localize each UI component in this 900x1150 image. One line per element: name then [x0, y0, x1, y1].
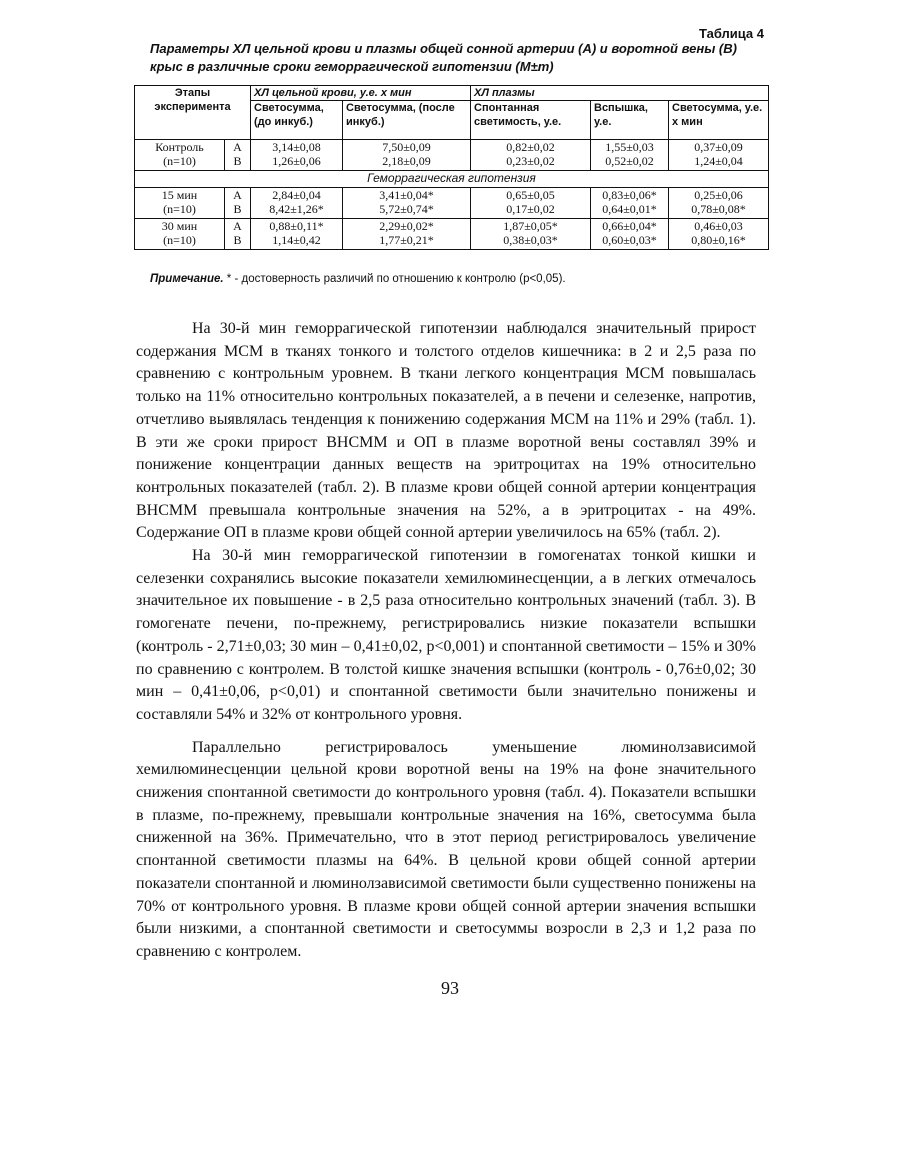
value-cell: 0,46±0,03 0,80±0,16* [669, 219, 769, 250]
header-group-blood: ХЛ цельной крови, у.е. х мин [251, 86, 471, 101]
stage-cell: 30 мин (n=10) [135, 219, 225, 250]
paragraph: На 30-й мин геморрагической гипотензии наблюдался значительный прирост содержания МСМ в тканях тонкого и толстого отделов кишечника: в 2 и 2,5 раза по сравнению с контрольным уровнем. В ткани легкого концентрация МСМ повышалась только на 11% относительно контрольных показателей, а в печени и селезенке, напротив, отчетливо выявлялась тенденция к понижению содержания МСМ на 11% и 29% (табл. 1). В эти же сроки прирост ВНСММ и ОП в плазме воротной вены составлял 39% и понижение концентрации данных веществ на эритроцитах на 19% относительно контрольных показателей (табл. 2). В плазме крови общей сонной артерии концентрация ВНСММ превышала контрольные значения на 52%, а в эритроцитах - на 49%. Содержание ОП в плазме крови общей сонной артерии увеличилось на 65% (табл. 2). [136, 320, 756, 542]
header-col2: Светосумма, (после инкуб.) [343, 101, 471, 140]
value-cell: 7,50±0,09 2,18±0,09 [343, 140, 471, 171]
value-cell: 1,55±0,03 0,52±0,02 [591, 140, 669, 171]
note-label: Примечание. [150, 273, 224, 285]
header-stages: Этапы эксперимента [135, 86, 251, 140]
vessel-cell: А В [225, 219, 251, 250]
paragraph: Параллельно регистрировалось уменьшение люминолзависимой хемилюминесценции цельной крови воротной вены на 19% на фоне значительного снижения спонтанной светимости до контрольного уровня (табл. 4). Показатели вспышки в плазме, по-прежнему, превышали контрольные значения на 16%, светосумма была сниженной на 36%. Примечательно, что в этот период регистрировалось увеличение спонтанной светимости плазмы на 64%. В цельной крови общей сонной артерии показатели спонтанной и люминолзависимой светимости были существенно понижены на 70% от контрольного уровня. В плазме крови общей сонной артерии значения вспышки были низкими, а спонтанной светимости и светосуммы возросли в 2,3 и 1,2 раза по сравнению с контролем. [136, 738, 756, 960]
value-cell: 0,83±0,06* 0,64±0,01* [591, 188, 669, 219]
value-cell: 0,66±0,04* 0,60±0,03* [591, 219, 669, 250]
header-col3: Спонтанная светимость, у.е. [471, 101, 591, 140]
value-cell: 0,88±0,11* 1,14±0,42 [251, 219, 343, 250]
value-cell: 0,65±0,05 0,17±0,02 [471, 188, 591, 219]
header-col4: Вспышка, у.е. [591, 101, 669, 140]
value-cell: 3,41±0,04* 5,72±0,74* [343, 188, 471, 219]
section-title: Геморрагическая гипотензия [135, 171, 769, 188]
header-group-plasma: ХЛ плазмы [471, 86, 769, 101]
vessel-cell: А В [225, 140, 251, 171]
value-cell: 1,87±0,05* 0,38±0,03* [471, 219, 591, 250]
header-col1: Светосумма, (до инкуб.) [251, 101, 343, 140]
note-text: * - достоверность различий по отношению к контролю (р<0,05). [223, 273, 566, 285]
value-cell: 0,82±0,02 0,23±0,02 [471, 140, 591, 171]
value-cell: 3,14±0,08 1,26±0,06 [251, 140, 343, 171]
table-caption: Параметры ХЛ цельной крови и плазмы общей сонной артерии (А) и воротной вены (В) крыс в различные сроки геморрагической гипотензии (M±m) [150, 41, 737, 74]
table-row-control [135, 140, 769, 171]
value-cell: 0,37±0,09 1,24±0,04 [669, 140, 769, 171]
vessel-cell: А В [225, 188, 251, 219]
stage-cell: 15 мин (n=10) [135, 188, 225, 219]
table-label: Таблица 4 [698, 26, 764, 41]
value-cell: 2,29±0,02* 1,77±0,21* [343, 219, 471, 250]
value-cell: 2,84±0,04 8,42±1,26* [251, 188, 343, 219]
page-number: 93 [441, 978, 459, 998]
stage-cell: Контроль (n=10) [135, 140, 225, 171]
body-text [136, 318, 756, 964]
paragraph: На 30-й мин геморрагической гипотензии в гомогенатах тонкой кишки и селезенки сохранялись высокие показатели хемилюминесценции, а в легких отмечалось значительное их повышение - в 2,5 раза относительно контрольных значений (табл. 3). В гомогенате печени, по-прежнему, регистрировались низкие показатели вспышки (контроль - 2,71±0,03; 30 мин – 0,41±0,02, р<0,001) и спонтанной светимости – 15% и 30% по сравнению с контролем. В толстой кишке значения вспышки (контроль - 0,76±0,02; 30 мин – 0,41±0,06, р<0,01) и спонтанной светимости были значительно понижены и составляли 54% и 32% от контрольного уровня. [136, 547, 756, 723]
table-row-15min [135, 188, 769, 219]
value-cell: 0,25±0,06 0,78±0,08* [669, 188, 769, 219]
data-table [134, 85, 769, 250]
table-row-30min [135, 219, 769, 250]
header-col5: Светосумма, у.е. х мин [669, 101, 769, 140]
table-note [150, 273, 770, 285]
